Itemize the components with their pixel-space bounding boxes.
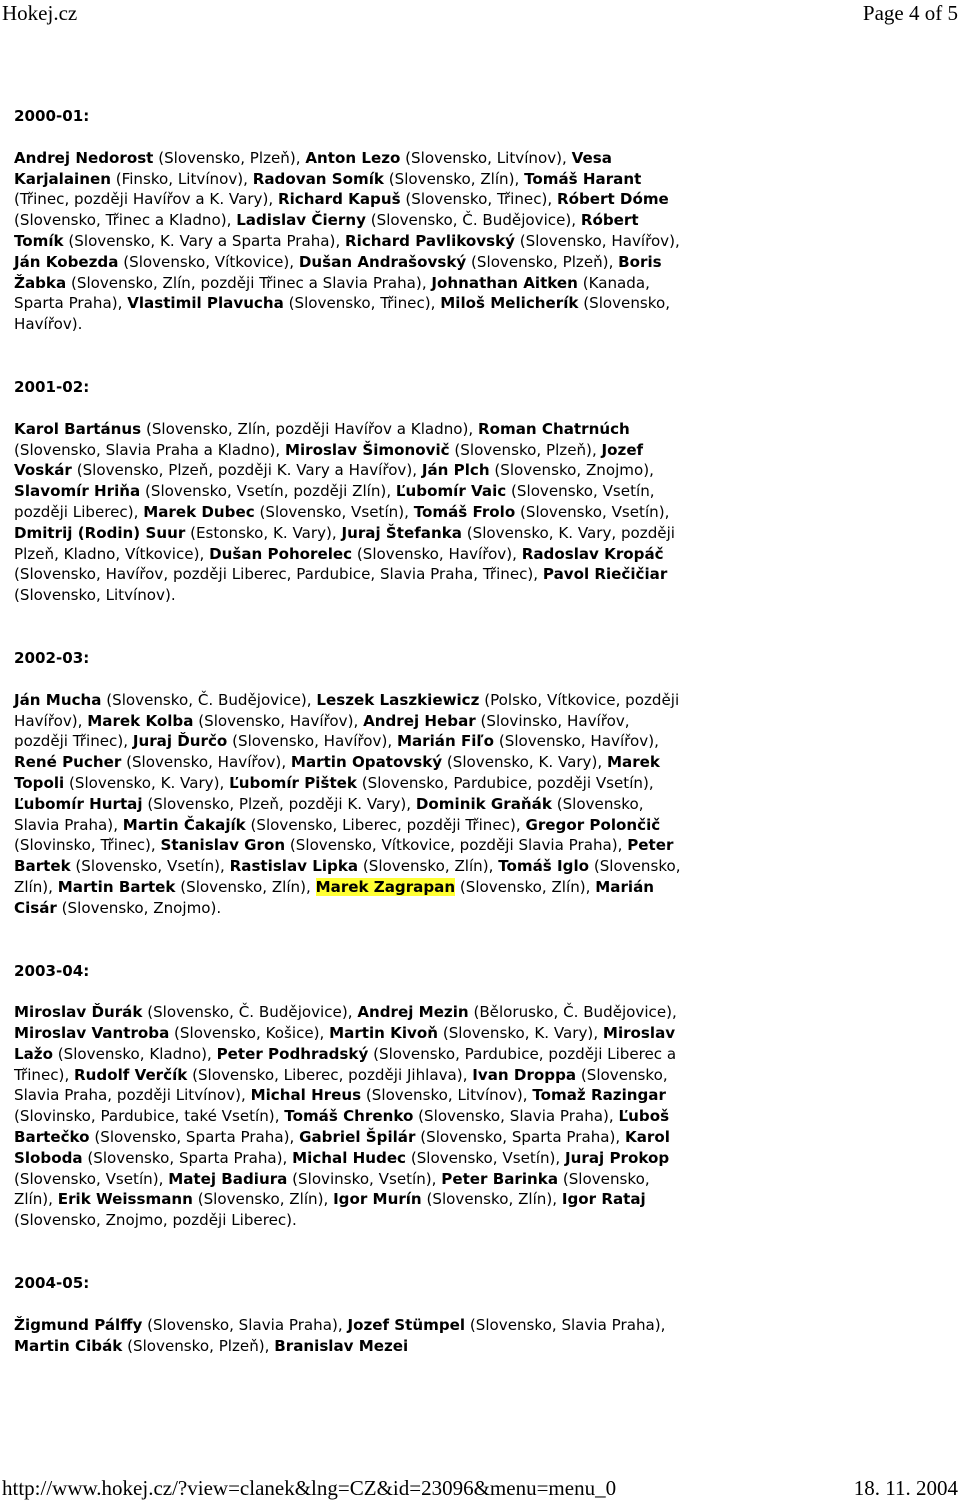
player-name: Igor Murín bbox=[333, 1190, 422, 1209]
season-title: 2003-04: bbox=[14, 961, 90, 980]
player-name: Rudolf Verčík bbox=[74, 1065, 188, 1084]
player-name: Johnathan Aitken bbox=[431, 273, 578, 292]
footer-url: http://www.hokej.cz/?view=clanek&lng=CZ&id=23096&menu=menu_0 bbox=[2, 1476, 617, 1500]
player-info: (Slovensko, Slavia Praha), bbox=[14, 794, 644, 834]
player-info: (Slovensko, Zlín), bbox=[14, 857, 681, 896]
player-info: (Slovensko, Slavia Praha a Kladno), bbox=[14, 440, 285, 459]
player-name: Peter Barinka bbox=[441, 1169, 559, 1188]
player-list bbox=[14, 1002, 682, 1231]
player-name: Pavol Riečičiar bbox=[542, 565, 668, 584]
player-info: (Slovensko, Vsetín), bbox=[406, 1148, 566, 1167]
player-info: (Slovensko, Havířov), bbox=[494, 732, 659, 751]
player-info: (Slovensko, Č. Budějovice), bbox=[142, 1003, 358, 1022]
player-name: Tomaž Razingar bbox=[532, 1086, 666, 1105]
player-name: René Pucher bbox=[14, 753, 122, 772]
player-info: (Slovensko, Litvínov), bbox=[361, 1086, 533, 1105]
player-name: Marián Cisár bbox=[14, 877, 655, 917]
page-indicator: Page 4 of 5 bbox=[862, 1, 958, 25]
player-info: (Slovensko, K. Vary a Sparta Praha), bbox=[63, 231, 346, 250]
player-name: Boris Žabka bbox=[14, 252, 662, 292]
player-info: (Slovensko, Havířov), bbox=[514, 231, 680, 250]
player-info: (Slovensko, Košice), bbox=[169, 1024, 330, 1043]
player-name: Karol Sloboda bbox=[14, 1128, 670, 1167]
player-info: (Slovensko, Havířov), bbox=[227, 732, 397, 751]
player-info: (Slovensko, Pardubice, později Vsetín), bbox=[356, 773, 654, 792]
player-info: (Slovensko, Plzeň), bbox=[449, 440, 602, 459]
player-name: Juraj Ďurčo bbox=[132, 732, 228, 751]
player-name: Andrej Hebar bbox=[363, 711, 476, 730]
player-name: Leszek Laszkiewicz bbox=[316, 690, 480, 709]
player-name: Róbert Tomík bbox=[14, 211, 639, 250]
player-info: (Slovensko, K. Vary), bbox=[442, 753, 607, 772]
player-name: Martin Bartek bbox=[57, 877, 176, 896]
player-name: Marián Fiľo bbox=[396, 732, 495, 751]
player-name: Tomáš Iglo bbox=[498, 857, 590, 876]
player-info: (Slovensko, Plzeň), bbox=[466, 252, 619, 271]
player-name: Žigmund Pálffy bbox=[14, 1315, 143, 1334]
player-list bbox=[14, 690, 682, 919]
season-section bbox=[14, 961, 682, 1232]
player-info: (Slovensko, Zlín), bbox=[14, 1169, 650, 1209]
player-info: (Slovensko, Kladno), bbox=[52, 1044, 217, 1063]
player-name: Branislav Mezei bbox=[274, 1336, 409, 1355]
player-info: (Slovensko, Slavia Praha, později Litvínov), bbox=[14, 1065, 668, 1105]
player-name: Richard Pavlikovský bbox=[345, 231, 515, 250]
player-name: Martin Opatovský bbox=[290, 753, 443, 772]
player-info: (Slovensko, Znojmo). bbox=[56, 898, 222, 917]
player-name: Róbert Dóme bbox=[556, 190, 669, 209]
player-info: (Slovensko, Havířov), bbox=[193, 711, 364, 730]
player-info: (Slovensko, Zlín), bbox=[192, 1190, 334, 1209]
player-name: Marek Topoli bbox=[14, 753, 660, 792]
player-info: (Slovensko, Litvínov). bbox=[14, 586, 176, 605]
player-info: (Slovensko, Č. Budějovice), bbox=[365, 211, 581, 230]
player-info: (Slovensko, Slavia Praha), bbox=[142, 1315, 348, 1334]
player-info: (Slovinsko, Třinec), bbox=[14, 836, 161, 855]
player-name: Tomáš Frolo bbox=[413, 502, 516, 521]
player-info: (Slovensko, Vsetín, později Liberec), bbox=[14, 482, 655, 521]
player-list bbox=[14, 148, 682, 335]
player-info: (Slovinsko, Havířov, později Třinec), bbox=[14, 711, 630, 751]
player-info: (Slovensko, Zlín), bbox=[421, 1190, 562, 1209]
player-name: Jozef Stümpel bbox=[347, 1315, 466, 1334]
player-name: Miroslav Ďurák bbox=[14, 1003, 143, 1022]
article-body bbox=[14, 106, 682, 1398]
player-name: Ján Kobezda bbox=[14, 252, 119, 271]
player-info: (Slovensko, Zlín), bbox=[358, 857, 499, 876]
player-info: (Slovensko, Třinec), bbox=[400, 190, 557, 209]
footer-date: 18. 11. 2004 bbox=[853, 1476, 958, 1500]
player-info: (Slovensko, Liberec, později Jihlava), bbox=[187, 1065, 473, 1084]
season-title: 2002-03: bbox=[14, 648, 90, 667]
season-title: 2000-01: bbox=[14, 107, 90, 125]
player-info: (Slovensko, Vítkovice), bbox=[118, 252, 299, 271]
player-info: (Slovensko, Sparta Praha), bbox=[82, 1148, 293, 1167]
player-name: Ľubomír Hurtaj bbox=[14, 794, 143, 813]
player-name: Roman Chatrnúch bbox=[478, 419, 630, 438]
site-title: Hokej.cz bbox=[2, 1, 78, 25]
player-name: Michal Hreus bbox=[250, 1086, 362, 1105]
player-name: Juraj Štefanka bbox=[341, 523, 462, 542]
player-name: Gregor Polončič bbox=[525, 815, 661, 834]
player-name: Miloš Melicherík bbox=[440, 294, 579, 313]
player-name: Vesa Karjalainen bbox=[14, 148, 612, 188]
player-info: (Slovensko, Třinec), bbox=[283, 294, 441, 313]
player-info: (Slovensko, Znojmo), bbox=[489, 461, 654, 480]
player-name: Ladislav Čierny bbox=[236, 211, 366, 230]
player-info: (Slovensko, Vsetín), bbox=[254, 502, 414, 521]
player-name: Ľubomír Vaic bbox=[395, 482, 507, 501]
player-name: Dušan Andrašovský bbox=[298, 252, 467, 271]
season-section bbox=[14, 1273, 682, 1356]
player-name: Jozef Voskár bbox=[14, 440, 644, 480]
player-name: Slavomír Hriňa bbox=[14, 482, 141, 501]
player-name: Martin Čakajík bbox=[122, 815, 246, 834]
player-info: (Slovensko, Havířov). bbox=[14, 294, 671, 334]
player-name: Juraj Prokop bbox=[565, 1148, 670, 1167]
player-info: (Slovensko, Havířov), bbox=[352, 544, 522, 563]
player-info: (Slovensko, Plzeň), bbox=[153, 148, 306, 167]
player-name: Andrej Nedorost bbox=[14, 148, 154, 167]
player-name: Erik Weissmann bbox=[57, 1190, 193, 1209]
player-name: Martin Cibák bbox=[14, 1336, 123, 1355]
player-info: (Slovensko, Č. Budějovice), bbox=[101, 690, 317, 709]
player-name: Tomáš Harant bbox=[524, 169, 642, 188]
player-info: (Slovensko, Třinec a Kladno), bbox=[14, 211, 237, 230]
player-info: (Slovensko, K. Vary), bbox=[64, 773, 230, 792]
player-info: (Finsko, Litvínov), bbox=[110, 169, 253, 188]
player-info: (Slovensko, K. Vary), bbox=[438, 1024, 603, 1043]
player-info: (Slovensko, Vsetín), bbox=[14, 1169, 169, 1188]
player-name: Ján Mucha bbox=[14, 690, 102, 709]
player-name: Ľuboš Bartečko bbox=[14, 1107, 670, 1147]
player-name: Dominik Graňák bbox=[415, 794, 552, 813]
player-info: (Slovensko, Slavia Praha), bbox=[413, 1107, 619, 1126]
player-name: Dmitrij (Rodin) Suur bbox=[14, 523, 186, 542]
player-info: (Kanada, Sparta Praha), bbox=[14, 273, 650, 313]
player-list bbox=[14, 1315, 682, 1357]
player-name: Ján Plch bbox=[421, 461, 490, 480]
player-info: (Slovensko, Zlín), bbox=[175, 877, 316, 896]
season-section bbox=[14, 377, 682, 606]
player-info: (Slovinsko, Vsetín), bbox=[287, 1169, 442, 1188]
player-name-highlighted: Marek Zagrapan bbox=[315, 877, 456, 896]
player-name: Vlastimil Plavucha bbox=[127, 294, 284, 313]
player-info: (Slovensko, Liberec, později Třinec), bbox=[245, 815, 526, 834]
player-name: Richard Kapuš bbox=[277, 190, 401, 209]
player-info: (Slovensko, Zlín), bbox=[383, 169, 525, 188]
player-name: Rastislav Lipka bbox=[229, 857, 359, 876]
player-name: Ivan Droppa bbox=[472, 1065, 577, 1084]
player-info: (Polsko, Vítkovice, později Havířov), bbox=[14, 690, 680, 730]
player-info: (Slovensko, Vítkovice, později Slavia Praha), bbox=[285, 836, 628, 855]
season-section bbox=[14, 106, 682, 335]
player-name: Matej Badiura bbox=[168, 1169, 288, 1188]
player-name: Miroslav Lažo bbox=[14, 1024, 676, 1063]
player-info: (Slovensko, Vsetín, později Zlín), bbox=[140, 482, 396, 501]
player-name: Andrej Mezin bbox=[357, 1003, 469, 1022]
player-info: (Slovensko, Vsetín), bbox=[70, 857, 230, 876]
season-section bbox=[14, 648, 682, 919]
player-info: (Estonsko, K. Vary), bbox=[185, 523, 342, 542]
player-info: (Slovensko, Vsetín), bbox=[515, 502, 670, 521]
player-name: Martin Kivoň bbox=[329, 1024, 439, 1043]
player-name: Dušan Pohorelec bbox=[209, 544, 353, 563]
player-info: (Slovensko, Pardubice, později Liberec a Třinec), bbox=[14, 1044, 677, 1084]
player-name: Karol Bartánus bbox=[14, 419, 142, 438]
player-info: (Slovensko, Plzeň, později K. Vary a Havířov), bbox=[71, 461, 422, 480]
player-name: Tomáš Chrenko bbox=[284, 1107, 414, 1126]
player-name: Igor Rataj bbox=[561, 1190, 646, 1209]
player-info: (Slovensko, Zlín, později Třinec a Slavia Praha), bbox=[66, 273, 432, 292]
player-name: Marek Kolba bbox=[87, 711, 194, 730]
player-name: Michal Hudec bbox=[292, 1148, 407, 1167]
player-name: Peter Podhradský bbox=[216, 1044, 369, 1063]
player-info: (Slovensko, Zlín, později Havířov a Kladno), bbox=[141, 419, 479, 438]
player-info: (Slovensko, Plzeň), bbox=[122, 1336, 275, 1355]
player-name: Marek Dubec bbox=[143, 502, 255, 521]
player-name: Stanislav Gron bbox=[160, 836, 286, 855]
player-info: (Slovensko, Havířov), bbox=[121, 753, 291, 772]
player-name: Peter Bartek bbox=[14, 836, 674, 876]
player-name: Miroslav Šimonovič bbox=[284, 440, 450, 459]
player-name: Gabriel Špilár bbox=[299, 1128, 416, 1147]
player-info: (Slovensko, Slavia Praha), bbox=[465, 1315, 666, 1334]
player-name: Radoslav Kropáč bbox=[521, 544, 664, 563]
player-info: (Třinec, později Havířov a K. Vary), bbox=[14, 190, 278, 209]
player-info: (Slovensko, Sparta Praha), bbox=[415, 1128, 625, 1147]
player-name: Radovan Somík bbox=[252, 169, 384, 188]
player-info: (Slovensko, Zlín), bbox=[455, 877, 596, 896]
season-title: 2004-05: bbox=[14, 1274, 90, 1293]
player-name: Anton Lezo bbox=[305, 148, 401, 167]
player-info: (Slovensko, Havířov, později Liberec, Pardubice, Slavia Praha, Třinec), bbox=[14, 565, 543, 584]
player-info: (Slovinsko, Pardubice, také Vsetín), bbox=[14, 1107, 285, 1126]
season-title: 2001-02: bbox=[14, 377, 90, 396]
player-info: (Slovensko, Litvínov), bbox=[400, 148, 572, 167]
player-info: (Bělorusko, Č. Budějovice), bbox=[468, 1003, 677, 1022]
player-list bbox=[14, 419, 682, 606]
player-info: (Slovensko, Znojmo, později Liberec). bbox=[14, 1211, 297, 1230]
player-name: Miroslav Vantroba bbox=[14, 1024, 170, 1043]
player-info: (Slovensko, Sparta Praha), bbox=[89, 1128, 300, 1147]
player-name: Ľubomír Pištek bbox=[229, 773, 357, 792]
player-info: (Slovensko, Plzeň, později K. Vary), bbox=[142, 794, 416, 813]
player-info: (Slovensko, K. Vary, později Plzeň, Kladno, Vítkovice), bbox=[14, 523, 675, 563]
